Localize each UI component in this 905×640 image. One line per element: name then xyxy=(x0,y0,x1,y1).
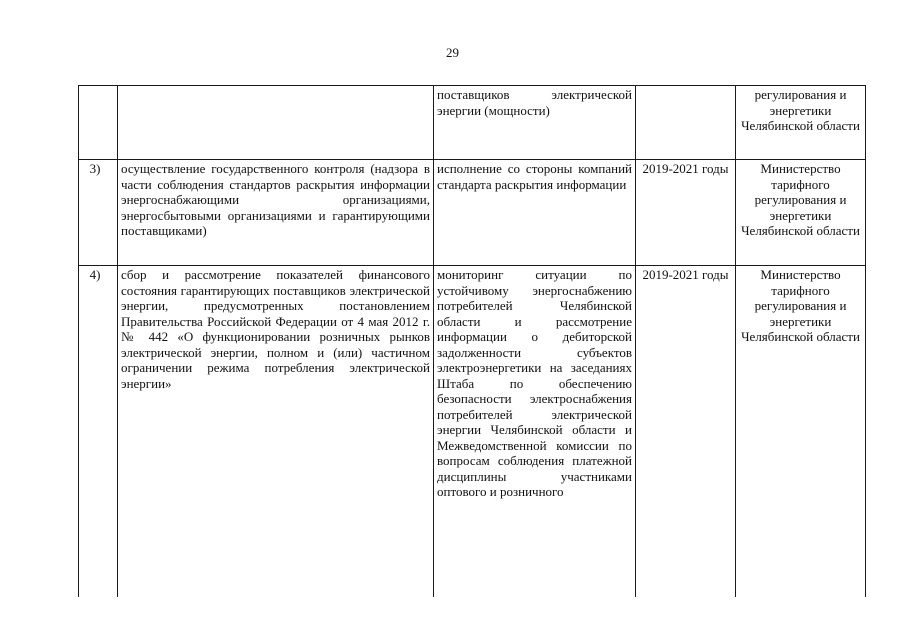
executor-cell: регулирования и энергетики Челябинской области xyxy=(736,86,866,160)
period-cell: 2019-2021 годы xyxy=(636,160,736,266)
row-number-cell xyxy=(79,86,118,160)
executor-cell: Министерство тарифного регулирования и энергетики Челябинской области xyxy=(736,266,866,597)
table-row xyxy=(79,266,866,597)
period-cell xyxy=(636,86,736,160)
period-cell: 2019-2021 годы xyxy=(636,266,736,597)
task-cell: сбор и рассмотрение показателей финансового состояния гарантирующих поставщиков электрической энергии, предусмотренных постановлением Правительства Российской Федерации от 4 мая 2012 г. № 442 «О функционировании розничных рынков электрической энергии, полном и (или) частичном ограничении режима потребления электрической энергии» xyxy=(118,266,434,597)
measures-table xyxy=(78,85,866,597)
result-cell: поставщиков электрической энергии (мощности) xyxy=(434,86,636,160)
row-number-cell: 4) xyxy=(79,266,118,597)
row-number-cell: 3) xyxy=(79,160,118,266)
result-cell: исполнение со стороны компаний стандарта раскрытия информации xyxy=(434,160,636,266)
table-row xyxy=(79,86,866,160)
page-number: 29 xyxy=(446,45,459,60)
result-cell: мониторинг ситуации по устойчивому энергоснабжению потребителей Челябинской области и рассмотрение информации о дебиторской задолженности субъектов электроэнергетики на заседаниях Штаба по обеспечению безопасности электроснабжения потребителей электрической энергии Челябинской области и Межведомственной комиссии по вопросам соблюдения платежной дисциплины участниками оптового и розничного xyxy=(434,266,636,597)
task-cell: осуществление государственного контроля (надзора в части соблюдения стандартов раскрытия информации энергоснабжающими организациями, энергосбытовыми организациями и гарантирующими поставщиками) xyxy=(118,160,434,266)
table-row xyxy=(79,160,866,266)
executor-cell: Министерство тарифного регулирования и энергетики Челябинской области xyxy=(736,160,866,266)
task-cell xyxy=(118,86,434,160)
